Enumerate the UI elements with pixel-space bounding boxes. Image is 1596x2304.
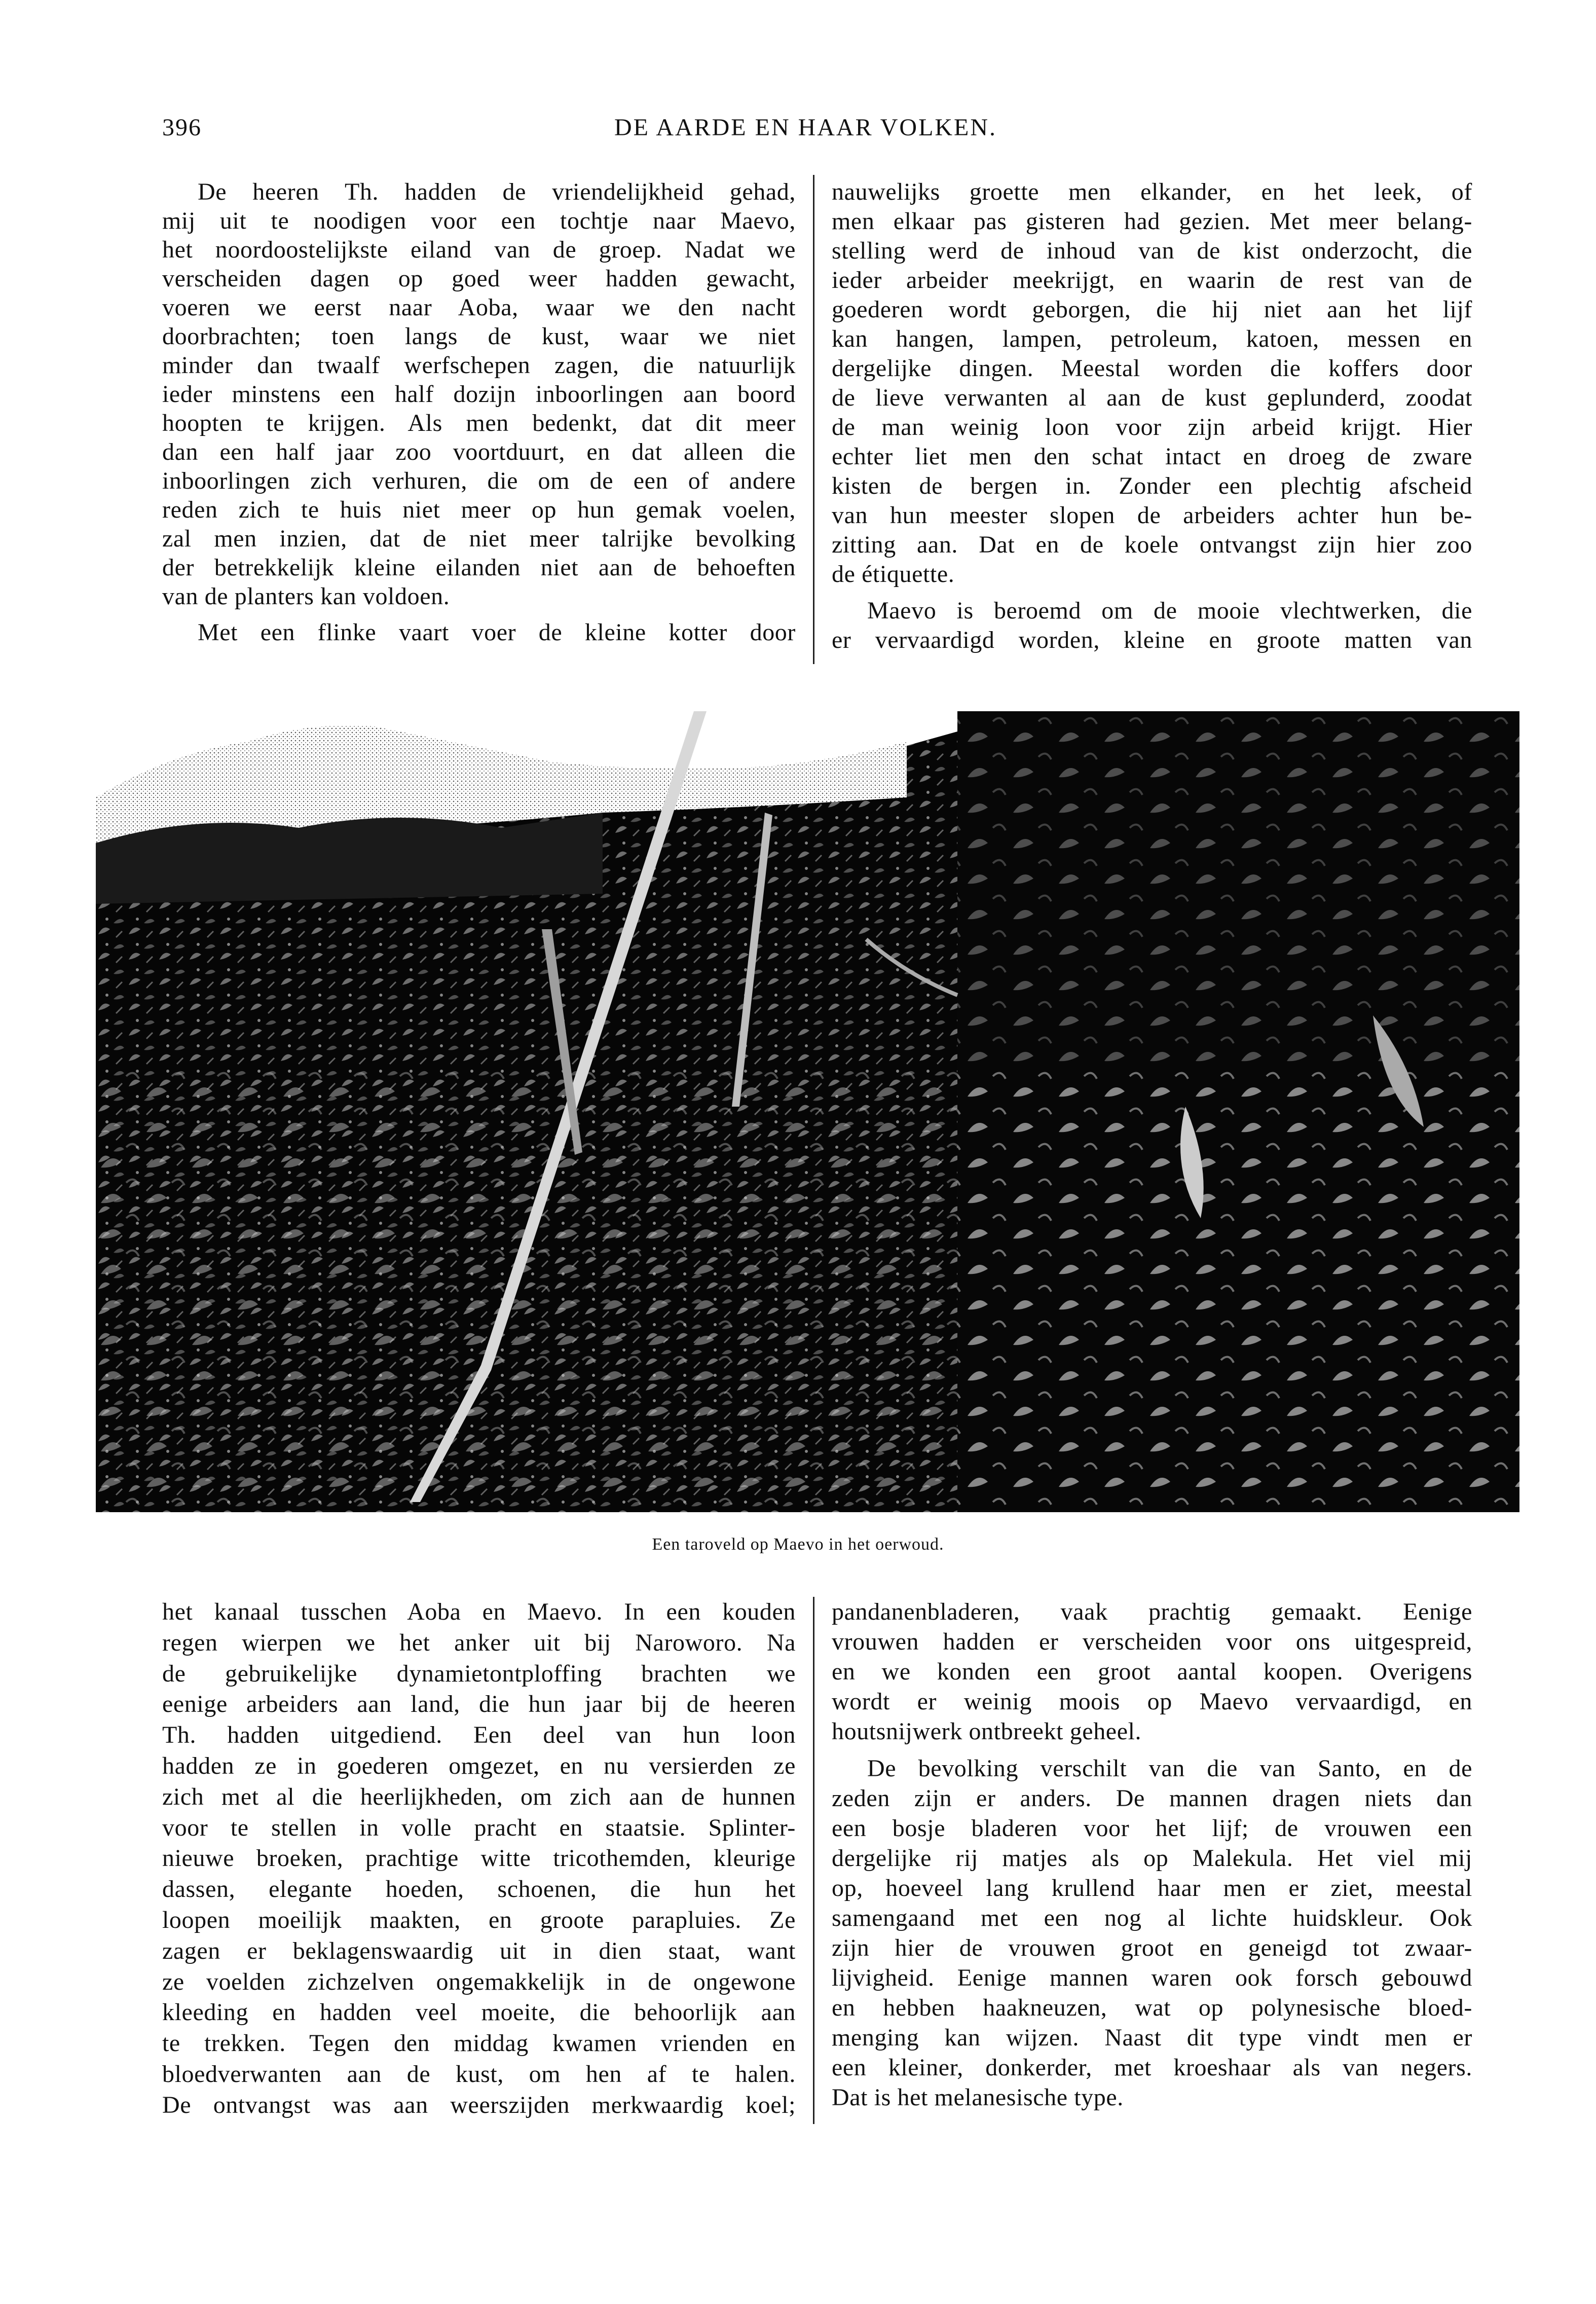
text-line: minder dan twaalf werfschepen zagen, die natuurlijk [162, 352, 796, 379]
text-line: kan hangen, lampen, petroleum, katoen, messen en [832, 325, 1472, 352]
paragraph [162, 177, 796, 611]
text-line: zeden zijn er anders. De mannen dragen niets dan [832, 1785, 1472, 1812]
text-line: nieuwe broeken, prachtige witte tricothemden, kleurige [162, 1845, 796, 1872]
text-line: wordt er weinig moois op Maevo vervaardigd, en [832, 1688, 1472, 1715]
text-line: goederen wordt geborgen, die hij niet aan het lijf [832, 296, 1472, 323]
text-line: inboorlingen zich verhuren, die om de een of andere [162, 467, 796, 494]
text-line: de étiquette. [832, 561, 955, 588]
text-line: De bevolking verschilt van die van Santo, en de [867, 1755, 1472, 1782]
text-column-bottom-right [832, 1597, 1472, 2112]
text-line: verscheiden dagen op goed weer hadden gewacht, [162, 265, 796, 292]
text-line: kisten de bergen in. Zonder een plechtig afscheid [832, 472, 1472, 499]
text-line: men elkaar pas gisteren had gezien. Met meer belang- [832, 208, 1472, 235]
text-line: dergelijke rij matjes als op Malekula. Het viel mij [832, 1845, 1472, 1872]
text-line: reden zich te huis niet meer op hun gemak voelen, [162, 496, 796, 523]
text-line: van hun meester slopen de arbeiders achter hun be- [832, 502, 1472, 529]
text-line: ieder minstens een half dozijn inboorlingen aan boord [162, 381, 796, 408]
text-line: houtsnijwerk ontbreekt geheel. [832, 1718, 1142, 1745]
text-line: de lieve verwanten al aan de kust geplunderd, zoodat [832, 384, 1472, 411]
text-line: samengaand met een nog al lichte huidskleur. Ook [832, 1905, 1472, 1931]
text-line: doorbrachten; toen langs de kust, waar we niet [162, 323, 796, 350]
text-line: en hebben haakneuzen, wat op polynesische bloed- [832, 1994, 1472, 2021]
paragraph-gap [162, 611, 796, 618]
figure-caption: Een taroveld op Maevo in het oerwoud. [652, 1535, 944, 1554]
text-line: een bosje bladeren voor het lijf; de vrouwen een [832, 1815, 1472, 1842]
text-line: menging kan wijzen. Naast dit type vindt men er [832, 2024, 1472, 2051]
text-line: voeren we eerst naar Aoba, waar we den nacht [162, 294, 796, 321]
paragraph [832, 177, 1472, 589]
text-line: zitting aan. Dat en de koele ontvangst zijn hier zoo [832, 531, 1472, 558]
text-line: lijvigheid. Eenige mannen waren ook forsch gebouwd [832, 1964, 1472, 1991]
text-line: de man weinig loon voor zijn arbeid krijgt. Hier [832, 414, 1472, 441]
text-line: Th. hadden uitgediend. Een deel van hun loon [162, 1722, 796, 1749]
text-line: kleeding en hadden veel moeite, die behoorlijk aan [162, 1999, 796, 2026]
text-line: te trekken. Tegen den middag kwamen vrienden en [162, 2030, 796, 2057]
text-line: mij uit te noodigen voor een tochtje naar Maevo, [162, 207, 796, 234]
text-line: De heeren Th. hadden de vriendelijkheid gehad, [198, 178, 796, 205]
text-line: van de planters kan voldoen. [162, 583, 450, 610]
text-line: er vervaardigd worden, kleine en groote matten van [832, 627, 1472, 653]
text-line: De ontvangst was aan weerszijden merkwaardig koel; [162, 2091, 796, 2118]
text-line: dassen, elegante hoeden, schoenen, die hun het [162, 1876, 796, 1903]
text-line: ze voelden zichzelven ongemakkelijk in de ongewone [162, 1968, 796, 1995]
text-line: echter liet men den schat intact en droeg de zware [832, 443, 1472, 470]
text-column-top-left [162, 177, 796, 647]
text-line: het kanaal tusschen Aoba en Maevo. In een kouden [162, 1598, 796, 1625]
text-line: zich met al die heerlijkheden, om zich aan de hunnen [162, 1783, 796, 1810]
text-line: Dat is het melanesische type. [832, 2084, 1124, 2111]
text-line: dan een half jaar zoo voortduurt, en dat alleen die [162, 438, 796, 465]
text-line: eenige arbeiders aan land, die hun jaar bij de heeren [162, 1691, 796, 1718]
text-line: zal men inzien, dat de niet meer talrijke bevolking [162, 525, 796, 552]
paragraph [162, 1597, 796, 2121]
photograph-taro-field [96, 711, 1519, 1512]
text-line: Met een flinke vaart voer de kleine kotter door [198, 619, 796, 646]
paragraph [832, 596, 1472, 655]
text-line: nauwelijks groette men elkander, en het leek, of [832, 178, 1472, 205]
text-line: zijn hier de vrouwen groot en geneigd tot zwaar- [832, 1934, 1472, 1961]
paragraph [832, 1753, 1472, 2112]
column-divider [813, 175, 814, 664]
text-column-top-right [832, 177, 1472, 655]
text-line: het noordoostelijkste eiland van de groep. Nadat we [162, 236, 796, 263]
text-line: stelling werd de inhoud van de kist onderzocht, die [832, 237, 1472, 264]
text-line: regen wierpen we het anker uit bij Naroworo. Na [162, 1629, 796, 1656]
paragraph [832, 1597, 1472, 1746]
text-line: een kleiner, donkerder, met kroeshaar als van negers. [832, 2054, 1472, 2081]
paragraph-gap [832, 1746, 1472, 1753]
paragraph [162, 618, 796, 647]
text-line: ieder arbeider meekrijgt, en waarin de rest van de [832, 267, 1472, 294]
text-line: zagen er beklagenswaardig uit in dien staat, want [162, 1937, 796, 1964]
text-line: hadden ze in goederen omgezet, en nu versierden ze [162, 1752, 796, 1779]
text-line: hoopten te krijgen. Als men bedenkt, dat dit meer [162, 410, 796, 436]
running-title: DE AARDE EN HAAR VOLKEN. [614, 114, 997, 141]
page-number: 396 [162, 114, 202, 141]
photo-illustration [96, 711, 1519, 1512]
text-column-bottom-left [162, 1597, 796, 2121]
text-line: Maevo is beroemd om de mooie vlechtwerken, die [867, 597, 1472, 624]
text-line: de gebruikelijke dynamietontploffing brachten we [162, 1660, 796, 1687]
text-line: dergelijke dingen. Meestal worden die koffers door [832, 355, 1472, 382]
text-line: loopen moeilijk maakten, en groote parapluies. Ze [162, 1906, 796, 1933]
text-line: vrouwen hadden er verscheiden voor ons uitgespreid, [832, 1628, 1472, 1655]
text-line: bloedverwanten aan de kust, om hen af te halen. [162, 2060, 796, 2088]
text-line: pandanenbladeren, vaak prachtig gemaakt. Eenige [832, 1598, 1472, 1625]
paragraph-gap [832, 589, 1472, 596]
text-line: en we konden een groot aantal koopen. Overigens [832, 1658, 1472, 1685]
text-line: der betrekkelijk kleine eilanden niet aan de behoeften [162, 554, 796, 581]
text-line: voor te stellen in volle pracht en staatsie. Splinter- [162, 1814, 796, 1841]
column-divider [813, 1597, 814, 2124]
text-line: op, hoeveel lang krullend haar men er ziet, meestal [832, 1875, 1472, 1901]
